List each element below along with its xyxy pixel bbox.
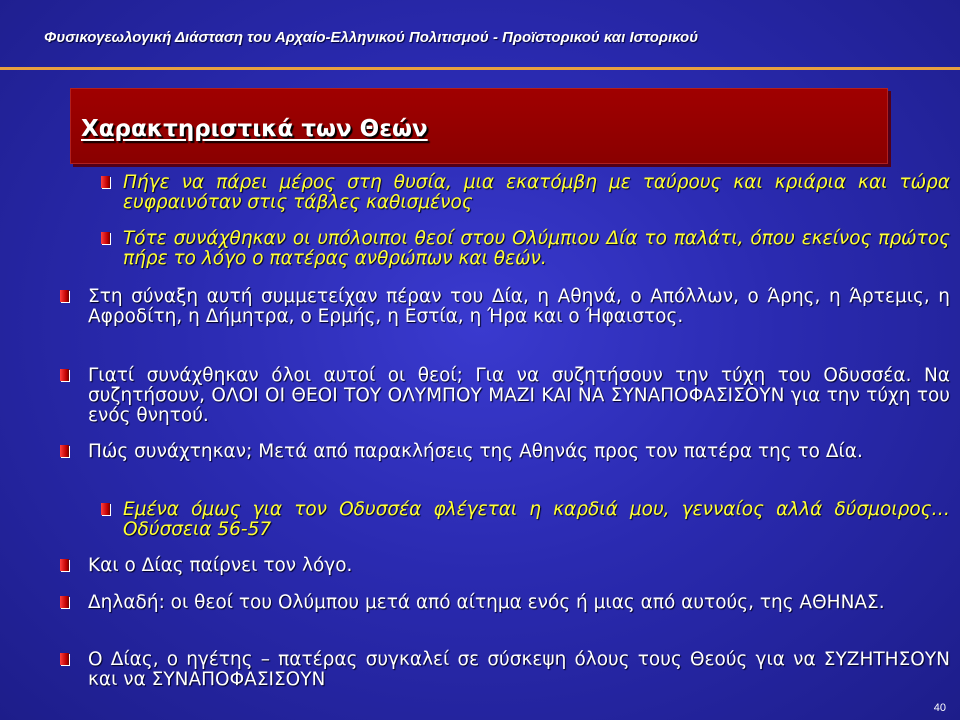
- bullet-text: Στη σύναξη αυτή συμμετείχαν πέραν του Δία, η Αθηνά, ο Απόλλων, ο Άρης, η Άρτεμις, η Αφροδίτη, η Δήμητρα, ο Ερμής, η Εστία, η Ήρα και ο Ήφαιστος.: [88, 286, 950, 327]
- bullet-icon: [60, 445, 69, 457]
- bullet-icon: [60, 369, 69, 381]
- slide-title: Χαρακτηριστικά των Θεών: [81, 116, 428, 142]
- bullet-text: Τότε συνάχθηκαν οι υπόλοιποι θεοί στου Ολύμπιου Δία το παλάτι, όπου εκείνος πρώτος πήρε το λόγο ο πατέρας ανθρώπων και θεών.: [123, 228, 950, 269]
- bullet-text: Γιατί συνάχθηκαν όλοι αυτοί οι θεοί; Για να συζητήσουν την τύχη του Οδυσσέα. Να συζητήσουν, ΟΛΟΙ ΟΙ ΘΕΟΙ ΤΟΥ ΟΛΥΜΠΟΥ ΜΑΖΙ ΚΑΙ ΝΑ ΣΥΝΑΠΟΦΑΣΙΣΟΥΝ για την τύχη του ενός θνητού.: [88, 365, 950, 426]
- page-number: 40: [933, 702, 946, 714]
- slide-title-box: [70, 88, 888, 164]
- bullet-icon: [101, 232, 110, 244]
- bullet-text: Και ο Δίας παίρνει τον λόγο.: [88, 555, 353, 576]
- bullet-text: Πώς συνάχτηκαν; Μετά από παρακλήσεις της Αθηνάς προς τον πατέρα της το Δία.: [88, 441, 863, 462]
- bullet-icon: [60, 596, 69, 608]
- presentation-header: Φυσικογεωλογική Διάσταση του Αρχαίο-Ελληνικού Πολιτισμού - Προϊστορικού και Ιστορικού: [44, 29, 699, 46]
- bullet-text: Δηλαδή: οι θεοί του Ολύμπου μετά από αίτημα ενός ή μιας από αυτούς, της ΑΘΗΝΑΣ.: [88, 592, 885, 613]
- bullet-text: Πήγε να πάρει μέρος στη θυσία, μια εκατόμβη με ταύρους και κριάρια και τώρα ευφραινόταν στις τάβλες καθισμένος: [123, 172, 950, 213]
- bullet-text: Εμένα όμως για τον Οδυσσέα φλέγεται η καρδιά μου, γενναίος αλλά δύσμοιρος… Οδύσσεια 56-57: [123, 499, 950, 540]
- header-divider: [0, 67, 960, 70]
- bullet-icon: [60, 653, 69, 665]
- bullet-icon: [60, 559, 69, 571]
- bullet-icon: [101, 176, 110, 188]
- bullet-icon: [60, 290, 69, 302]
- bullet-icon: [101, 503, 110, 515]
- bullet-text: Ο Δίας, ο ηγέτης – πατέρας συγκαλεί σε σύσκεψη όλους τους Θεούς για να ΣΥΖΗΤΗΣΟΥΝ και να ΣΥΝΑΠΟΦΑΣΙΣΟΥΝ: [88, 649, 950, 690]
